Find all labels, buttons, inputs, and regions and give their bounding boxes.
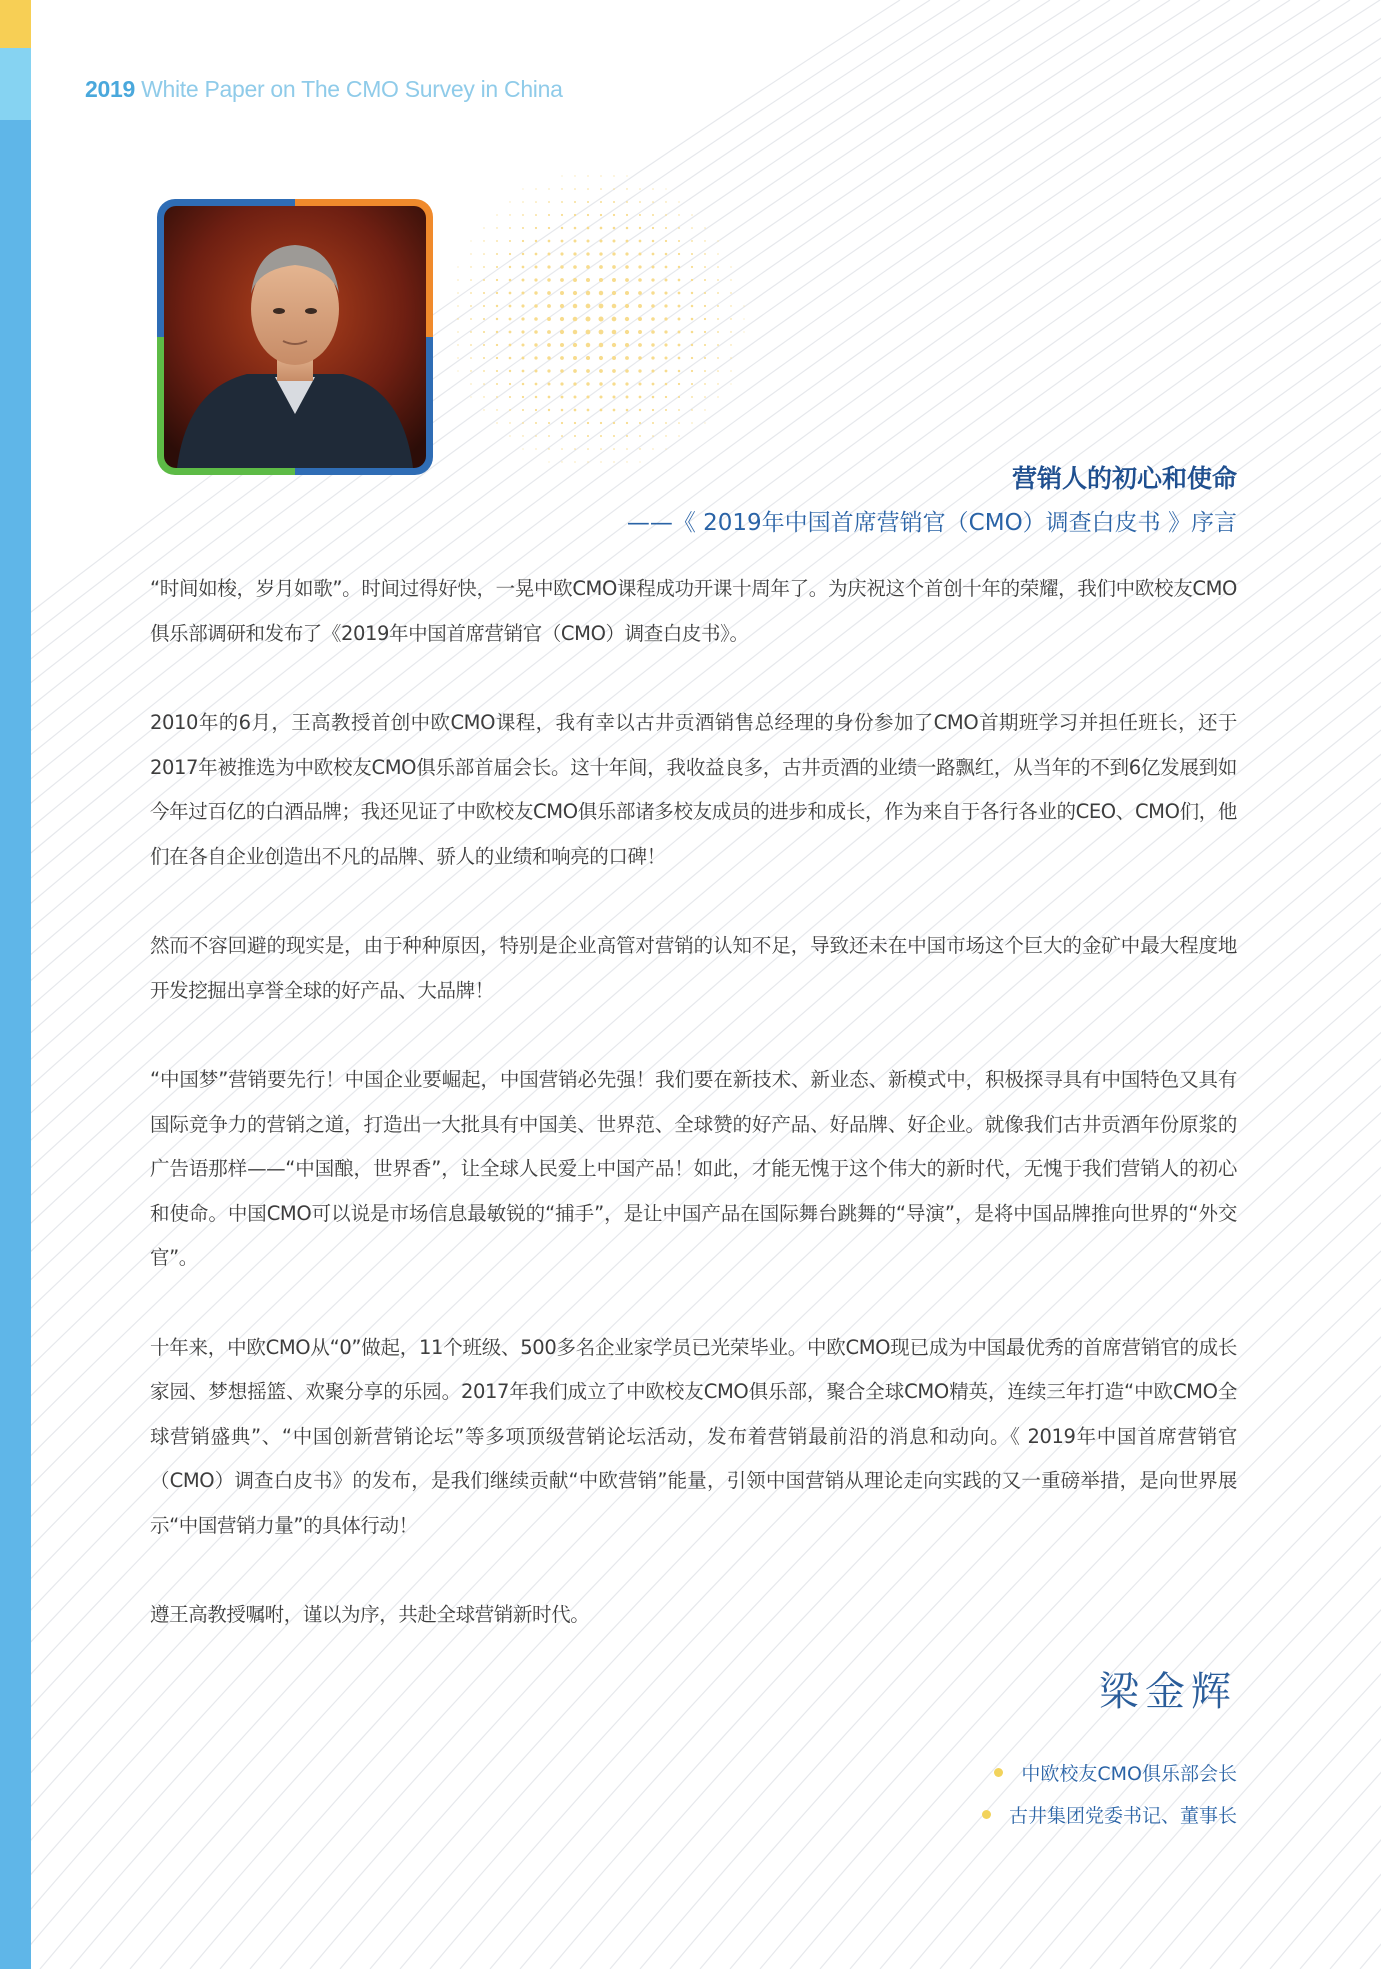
left-bar-light-blue-segment (0, 48, 31, 120)
author-title-text: 中欧校友CMO俱乐部会长 (1021, 1763, 1237, 1785)
paragraph: 遵王高教授嘱咐，谨以为序，共赴全球营销新时代。 (150, 1603, 590, 1626)
left-bar-yellow-segment (0, 0, 31, 48)
section-subtitle: ——《 2019年中国首席营销官（CMO）调查白皮书 》序言 (626, 510, 1237, 536)
author-title-text: 古井集团党委书记、董事长 (1008, 1805, 1237, 1827)
author-signature: 梁金辉 (1099, 1669, 1237, 1715)
decorative-dot-pattern (420, 170, 760, 470)
author-title-item (982, 1753, 1237, 1795)
header-year: 2019 (85, 76, 135, 102)
bullet-dot-icon (994, 1768, 1003, 1777)
header-title-text: White Paper on The CMO Survey in China (141, 76, 563, 102)
author-titles (982, 1753, 1237, 1837)
preface-body (150, 567, 1237, 1683)
paragraph: “时间如梭，岁月如歌”。时间过得好快，一晃中欧CMO课程成功开课十周年了。为庆祝这个首创十年的荣耀，我们中欧校友CMO俱乐部调研和发布了《2019年中国首席营销官（CMO）调查白皮书》。 (150, 577, 1237, 645)
paragraph: 十年来，中欧CMO从“0”做起，11个班级、500多名企业家学员已光荣毕业。中欧CMO现已成为中国最优秀的首席营销官的成长家园、梦想摇篮、欢聚分享的乐园。2017年我们成立了中欧校友CMO俱乐部，聚合全球CMO精英，连续三年打造“中欧CMO全球营销盛典”、“中国创新营销论坛”等多项顶级营销论坛活动，发布着营销最前沿的消息和动向。《 2019年中国首席营销官（CMO）调查白皮书》的发布，是我们继续贡献“中欧营销”能量，引领中国营销从理论走向实践的又一重磅举措，是向世界展示“中国营销力量”的具体行动！ (150, 1335, 1237, 1537)
bullet-dot-icon (982, 1810, 991, 1819)
running-header (85, 76, 563, 103)
author-title-item (982, 1795, 1237, 1837)
author-portrait (157, 199, 433, 475)
paragraph: “中国梦”营销要先行！中国企业要崛起，中国营销必先强！我们要在新技术、新业态、新模式中，积极探寻具有中国特色又具有国际竞争力的营销之道，打造出一大批具有中国美、世界范、全球赞的好产品、好品牌、好企业。就像我们古井贡酒年份原浆的广告语那样——“中国酿，世界香”，让全球人民爱上中国产品！如此，才能无愧于这个伟大的新时代，无愧于我们营销人的初心和使命。中国CMO可以说是市场信息最敏锐的“捕手”，是让中国产品在国际舞台跳舞的“导演”，是将中国品牌推向世界的“外交官”。 (150, 1068, 1237, 1269)
left-color-bar (0, 0, 31, 1969)
paragraph: 2010年的6月，王高教授首创中欧CMO课程，我有幸以古井贡酒销售总经理的身份参加了CMO首期班学习并担任班长，还于2017年被推选为中欧校友CMO俱乐部首届会长。这十年间，我收益良多，古井贡酒的业绩一路飘红，从当年的不到6亿发展到如今年过百亿的白酒品牌；我还见证了中欧校友CMO俱乐部诸多校友成员的进步和成长，作为来自于各行各业的CEO、CMO们，他们在各自企业创造出不凡的品牌、骄人的业绩和响亮的口碑！ (150, 711, 1237, 868)
paragraph: 然而不容回避的现实是，由于种种原因，特别是企业高管对营销的认知不足，导致还未在中国市场这个巨大的金矿中最大程度地开发挖掘出享誉全球的好产品、大品牌！ (150, 934, 1237, 1002)
section-title: 营销人的初心和使命 (1011, 464, 1237, 493)
